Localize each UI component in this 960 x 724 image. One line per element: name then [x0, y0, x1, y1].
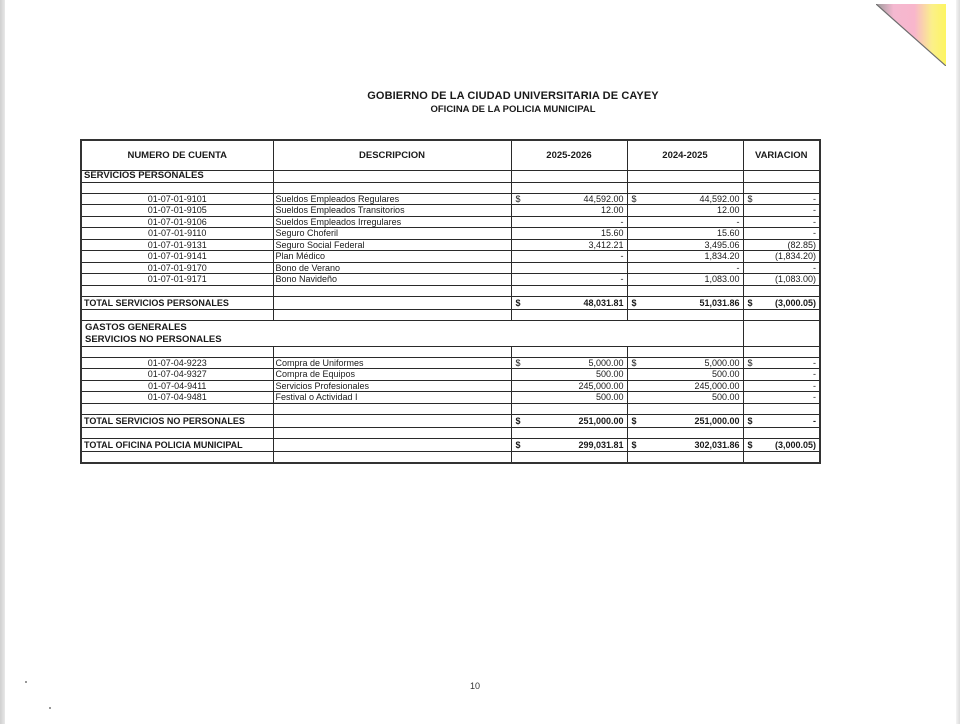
account-number: 01-07-04-9481 — [81, 392, 273, 404]
amount-previous-value: - — [736, 262, 740, 273]
amount-variation-value: - — [813, 357, 816, 368]
blank-cell — [627, 451, 743, 463]
total-variation-value: (3,000.05) — [774, 439, 816, 450]
currency-symbol — [747, 251, 748, 261]
table-row — [81, 369, 820, 381]
amount-variation — [743, 357, 820, 369]
total-current — [511, 414, 627, 427]
total-previous — [627, 414, 743, 427]
currency-symbol: $ — [515, 357, 521, 368]
table-row — [81, 239, 820, 251]
blank-cell — [511, 403, 627, 414]
total-previous-value: 302,031.86 — [694, 439, 740, 450]
description: Bono Navideño — [273, 274, 511, 286]
amount-previous — [627, 239, 743, 251]
currency-symbol — [631, 228, 632, 238]
amount-current-value: 15.60 — [600, 228, 624, 239]
account-number: 01-07-01-9110 — [81, 228, 273, 240]
amount-variation — [743, 392, 820, 404]
description: Compra de Uniformes — [273, 357, 511, 369]
amount-current — [511, 216, 627, 228]
description: Seguro Social Federal — [273, 239, 511, 251]
total-label: TOTAL SERVICIOS NO PERSONALES — [81, 414, 273, 427]
total-description — [273, 438, 511, 451]
amount-variation-value: - — [813, 216, 816, 227]
amount-current — [511, 228, 627, 240]
document-subtitle: OFICINA DE LA POLICIA MUNICIPAL — [430, 104, 596, 115]
amount-current-value: - — [620, 274, 624, 285]
amount-previous — [627, 262, 743, 274]
amount-previous — [627, 357, 743, 369]
table-row — [81, 380, 820, 392]
currency-symbol — [747, 205, 748, 215]
amount-previous-value: 500.00 — [711, 369, 740, 380]
amount-variation-value: - — [813, 193, 816, 204]
amount-variation-value: - — [813, 392, 816, 403]
account-number: 01-07-04-9223 — [81, 357, 273, 369]
amount-variation-value: (1,083.00) — [774, 274, 816, 285]
amount-variation — [743, 193, 820, 205]
table-row — [81, 228, 820, 240]
currency-symbol — [747, 274, 748, 284]
amount-variation — [743, 380, 820, 392]
amount-variation-value: - — [813, 262, 816, 273]
amount-variation — [743, 239, 820, 251]
currency-symbol — [747, 217, 748, 227]
currency-symbol — [631, 381, 632, 391]
amount-previous-value: - — [736, 216, 740, 227]
currency-symbol: $ — [515, 439, 521, 450]
currency-symbol: $ — [747, 297, 753, 308]
currency-symbol: $ — [747, 193, 753, 204]
blank-cell — [743, 320, 820, 346]
account-number: 01-07-04-9327 — [81, 369, 273, 381]
amount-current-value: 12.00 — [600, 205, 624, 216]
budget-table — [80, 139, 821, 464]
blank-cell — [743, 309, 820, 320]
total-variation — [743, 414, 820, 427]
amount-current — [511, 274, 627, 286]
total-variation — [743, 438, 820, 451]
description: Sueldos Empleados Irregulares — [273, 216, 511, 228]
blank-cell — [81, 346, 273, 357]
currency-symbol: $ — [631, 297, 637, 308]
currency-symbol — [631, 205, 632, 215]
blank-row — [81, 451, 820, 463]
description: Seguro Choferil — [273, 228, 511, 240]
blank-row — [81, 182, 820, 193]
total-current-value: 48,031.81 — [583, 297, 624, 308]
currency-symbol: $ — [631, 439, 637, 450]
blank-cell — [627, 403, 743, 414]
currency-symbol: $ — [631, 193, 637, 204]
total-previous — [627, 438, 743, 451]
blank-cell — [81, 427, 273, 438]
header-year-previous: 2024-2025 — [627, 140, 743, 171]
currency-symbol — [631, 263, 632, 273]
amount-current — [511, 193, 627, 205]
amount-previous — [627, 251, 743, 263]
blank-cell — [273, 403, 511, 414]
currency-symbol — [515, 240, 516, 250]
currency-symbol — [515, 205, 516, 215]
total-current-value: 251,000.00 — [578, 415, 624, 426]
amount-previous — [627, 193, 743, 205]
blank-cell — [273, 346, 511, 357]
currency-symbol — [515, 392, 516, 402]
total-variation-value: (3,000.05) — [774, 297, 816, 308]
description: Servicios Profesionales — [273, 380, 511, 392]
total-personal-row — [81, 296, 820, 309]
amount-variation-value: - — [813, 369, 816, 380]
currency-symbol — [631, 251, 632, 261]
amount-current — [511, 369, 627, 381]
currency-symbol — [747, 392, 748, 402]
amount-previous — [627, 205, 743, 217]
currency-symbol: $ — [631, 357, 637, 368]
account-number: 01-07-01-9105 — [81, 205, 273, 217]
currency-symbol — [631, 392, 632, 402]
account-number: 01-07-01-9101 — [81, 193, 273, 205]
amount-current-value: 500.00 — [595, 392, 624, 403]
amount-previous — [627, 392, 743, 404]
total-current-value: 299,031.81 — [578, 439, 624, 450]
blank-cell — [81, 451, 273, 463]
currency-symbol: $ — [515, 415, 521, 426]
amount-variation — [743, 262, 820, 274]
amount-current — [511, 205, 627, 217]
blank-cell — [511, 451, 627, 463]
account-number: 01-07-01-9131 — [81, 239, 273, 251]
table-header-row — [81, 140, 820, 171]
amount-current-value: - — [620, 216, 624, 227]
blank-cell — [627, 285, 743, 296]
table-row — [81, 251, 820, 263]
blank-row — [81, 285, 820, 296]
blank-cell — [511, 346, 627, 357]
description: Sueldos Empleados Transitorios — [273, 205, 511, 217]
blank-cell — [273, 427, 511, 438]
amount-variation — [743, 369, 820, 381]
amount-previous-value: 12.00 — [716, 205, 740, 216]
header-account: NUMERO DE CUENTA — [81, 140, 273, 171]
header-variation: VARIACION — [743, 140, 820, 171]
amount-previous — [627, 228, 743, 240]
amount-current — [511, 262, 627, 274]
description: Sueldos Empleados Regulares — [273, 193, 511, 205]
currency-symbol — [747, 381, 748, 391]
blank-cell — [627, 427, 743, 438]
description: Festival o Actividad I — [273, 392, 511, 404]
total-variation-value: - — [813, 415, 816, 426]
currency-symbol — [515, 369, 516, 379]
amount-variation-value: - — [813, 380, 816, 391]
total-previous — [627, 296, 743, 309]
account-number: 01-07-01-9141 — [81, 251, 273, 263]
currency-symbol: $ — [747, 357, 753, 368]
blank-row — [81, 403, 820, 414]
amount-variation-value: - — [813, 228, 816, 239]
account-number: 01-07-01-9106 — [81, 216, 273, 228]
table-row — [81, 357, 820, 369]
blank-cell — [743, 285, 820, 296]
currency-symbol — [631, 274, 632, 284]
total-label: TOTAL OFICINA POLICIA MUNICIPAL — [81, 438, 273, 451]
document-title: GOBIERNO DE LA CIUDAD UNIVERSITARIA DE CAYEY — [367, 90, 659, 102]
blank-cell — [627, 346, 743, 357]
amount-previous-value: 15.60 — [716, 228, 740, 239]
currency-symbol — [631, 217, 632, 227]
amount-previous-value: 5,000.00 — [704, 357, 740, 368]
blank-cell — [743, 346, 820, 357]
amount-previous-value: 500.00 — [711, 392, 740, 403]
amount-previous-value: 1,834.20 — [704, 251, 740, 262]
amount-current-value: 245,000.00 — [578, 380, 624, 391]
total-non-personal-row — [81, 414, 820, 427]
header-year-current: 2025-2026 — [511, 140, 627, 171]
amount-current-value: 3,412.21 — [588, 239, 624, 250]
total-previous-value: 51,031.86 — [699, 297, 740, 308]
blank-row — [81, 346, 820, 357]
currency-symbol — [747, 228, 748, 238]
currency-symbol — [747, 263, 748, 273]
table-row — [81, 274, 820, 286]
amount-current — [511, 357, 627, 369]
currency-symbol: $ — [747, 439, 753, 450]
blank-row — [81, 427, 820, 438]
blank-cell — [81, 309, 273, 320]
amount-previous-value: 245,000.00 — [694, 380, 740, 391]
section-label — [81, 320, 743, 346]
total-current — [511, 296, 627, 309]
blank-cell — [511, 309, 627, 320]
blank-cell — [81, 285, 273, 296]
amount-variation — [743, 274, 820, 286]
currency-symbol — [515, 274, 516, 284]
blank-cell — [81, 403, 273, 414]
total-previous-value: 251,000.00 — [694, 415, 740, 426]
scan-speck — [25, 681, 27, 683]
currency-symbol — [515, 217, 516, 227]
account-number: 01-07-01-9170 — [81, 262, 273, 274]
amount-previous-value: 1,083.00 — [704, 274, 740, 285]
section-header-personal — [81, 171, 820, 183]
amount-current — [511, 380, 627, 392]
amount-variation-value: - — [813, 205, 816, 216]
header-description: DESCRIPCION — [273, 140, 511, 171]
amount-previous — [627, 369, 743, 381]
currency-symbol — [515, 251, 516, 261]
blank-cell — [743, 403, 820, 414]
account-number: 01-07-04-9411 — [81, 380, 273, 392]
currency-symbol — [747, 240, 748, 250]
blank-cell — [627, 309, 743, 320]
section-label: SERVICIOS PERSONALES — [81, 171, 273, 183]
amount-current — [511, 251, 627, 263]
amount-previous-value: 3,495.06 — [704, 239, 740, 250]
currency-symbol — [631, 369, 632, 379]
amount-variation-value: (82.85) — [787, 239, 816, 250]
blank-cell — [743, 427, 820, 438]
account-number: 01-07-01-9171 — [81, 274, 273, 286]
amount-variation — [743, 205, 820, 217]
amount-current-value: - — [620, 251, 624, 262]
table-row — [81, 392, 820, 404]
currency-symbol — [747, 369, 748, 379]
blank-row — [81, 309, 820, 320]
currency-symbol: $ — [515, 297, 521, 308]
amount-current-value: 500.00 — [595, 369, 624, 380]
amount-previous — [627, 380, 743, 392]
table-row — [81, 262, 820, 274]
blank-cell — [511, 285, 627, 296]
amount-current — [511, 239, 627, 251]
total-label: TOTAL SERVICIOS PERSONALES — [81, 296, 273, 309]
section-label-line2: SERVICIOS NO PERSONALES — [85, 333, 222, 345]
amount-current-value: 5,000.00 — [588, 357, 624, 368]
amount-variation — [743, 216, 820, 228]
amount-current — [511, 392, 627, 404]
amount-previous — [627, 216, 743, 228]
blank-cell — [273, 285, 511, 296]
currency-symbol: $ — [515, 193, 521, 204]
blank-cell — [743, 451, 820, 463]
currency-symbol: $ — [747, 415, 753, 426]
amount-variation — [743, 251, 820, 263]
table-row — [81, 193, 820, 205]
grand-total-row — [81, 438, 820, 451]
total-current — [511, 438, 627, 451]
table-row — [81, 216, 820, 228]
scan-speck — [49, 707, 51, 709]
page-corner-fold-icon — [876, 4, 946, 66]
total-description — [273, 414, 511, 427]
blank-cell — [273, 309, 511, 320]
section-header-non-personal — [81, 320, 820, 346]
blank-cell — [273, 451, 511, 463]
amount-variation-value: (1,834.20) — [774, 251, 816, 262]
currency-symbol — [515, 381, 516, 391]
amount-variation — [743, 228, 820, 240]
table-row — [81, 205, 820, 217]
section-label-line1: GASTOS GENERALES — [85, 321, 187, 333]
amount-previous-value: 44,592.00 — [699, 193, 740, 204]
blank-cell — [511, 427, 627, 438]
currency-symbol — [515, 228, 516, 238]
amount-current-value: 44,592.00 — [583, 193, 624, 204]
currency-symbol: $ — [631, 415, 637, 426]
currency-symbol — [631, 240, 632, 250]
description: Bono de Verano — [273, 262, 511, 274]
amount-previous — [627, 274, 743, 286]
description: Compra de Equipos — [273, 369, 511, 381]
total-description — [273, 296, 511, 309]
page-number: 10 — [470, 681, 481, 691]
description: Plan Médico — [273, 251, 511, 263]
total-variation — [743, 296, 820, 309]
